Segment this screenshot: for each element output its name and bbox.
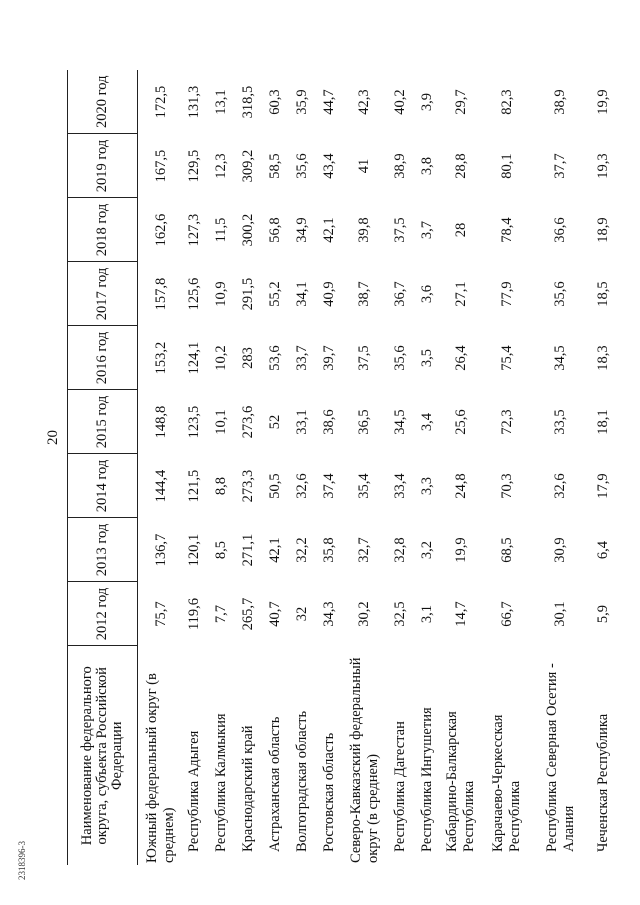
table-cell: 52 (266, 414, 283, 430)
table-cell: 34,1 (293, 281, 310, 307)
table-cell: 35,6 (391, 345, 408, 371)
header-row (68, 70, 138, 865)
table-row (343, 70, 387, 865)
table-row (387, 70, 414, 865)
table-cell: 273,6 (239, 405, 256, 439)
table-cell: 40,9 (320, 281, 337, 307)
table-cell: 11,5 (212, 217, 229, 243)
table-row (533, 70, 589, 865)
table-cell: 8,8 (212, 476, 229, 496)
table-cell: 32,2 (293, 537, 310, 563)
table-cell: 30,2 (356, 601, 372, 627)
table-cell: 18,9 (595, 217, 611, 243)
table-cell: 3,9 (418, 92, 435, 112)
table-cell: 18,5 (595, 281, 611, 307)
table-cell: 144,4 (152, 469, 169, 503)
table-cell: 55,2 (266, 281, 283, 307)
table-row (441, 70, 482, 865)
table-row (138, 70, 181, 865)
table-cell: 33,5 (552, 409, 568, 435)
table-cell: 162,6 (152, 213, 169, 247)
table-row (289, 70, 316, 865)
table-cell: 70,3 (498, 473, 515, 499)
table-cell: 35,9 (293, 89, 310, 115)
table-cell: 32,6 (552, 473, 568, 499)
table-cell: 25,6 (452, 409, 469, 435)
table-cell: 265,7 (239, 597, 256, 631)
table-cell: 34,5 (552, 345, 568, 371)
region-name: Республика Дагестан (391, 721, 408, 852)
table-cell: 119,6 (185, 597, 202, 631)
table-row (235, 70, 262, 865)
table-cell: 300,2 (239, 213, 256, 247)
table-cell: 127,3 (185, 213, 202, 247)
region-name: Карачаево-Черкесская Республика (490, 714, 523, 852)
table-cell: 44,7 (320, 89, 337, 115)
table-cell: 38,9 (391, 153, 408, 179)
table-cell: 32,7 (356, 537, 372, 563)
region-name: Кабардино-Балкарская Республика (444, 711, 477, 852)
table-cell: 35,6 (552, 281, 568, 307)
table-cell: 35,8 (320, 537, 337, 563)
table-cell: 37,4 (320, 473, 337, 499)
region-name: Республика Адыгея (185, 730, 202, 852)
table-cell: 77,9 (498, 281, 515, 307)
table-cell: 12,3 (212, 153, 229, 179)
table-cell: 53,6 (266, 345, 283, 371)
table-cell: 291,5 (239, 277, 256, 311)
region-name: Краснодарский край (239, 725, 256, 852)
table-cell: 68,5 (498, 537, 515, 563)
table-cell: 124,1 (185, 341, 202, 375)
table-cell: 32,6 (293, 473, 310, 499)
table-cell: 43,4 (320, 153, 337, 179)
table-cell: 42,1 (320, 217, 337, 243)
table-cell: 10,1 (212, 409, 229, 435)
table-cell: 3,1 (418, 604, 435, 624)
table-cell: 42,1 (266, 537, 283, 563)
table-cell: 129,5 (185, 149, 202, 183)
header-region: Наименование федерального округа, субъекта Российской Федерации (79, 666, 125, 846)
table-cell: 50,5 (266, 473, 283, 499)
table-cell: 33,4 (391, 473, 408, 499)
table-cell: 3,6 (418, 284, 435, 304)
region-name: Республика Северная Осетия - Алания (543, 663, 577, 852)
table-cell: 38,7 (356, 281, 372, 307)
table-cell: 40,7 (266, 601, 283, 627)
table-cell: 121,5 (185, 469, 202, 503)
table-cell: 3,2 (418, 540, 435, 560)
table-cell: 131,3 (185, 85, 202, 119)
table-cell: 18,3 (595, 345, 611, 371)
table-cell: 273,3 (239, 469, 256, 503)
table-row (208, 70, 235, 865)
region-name: Республика Ингушетия (418, 707, 435, 852)
table-cell: 28,8 (452, 153, 469, 179)
table-cell: 56,8 (266, 217, 283, 243)
table-cell: 13,1 (212, 89, 229, 115)
table-cell: 72,3 (498, 409, 515, 435)
region-name: Северо-Кавказский федеральный округ (в среднем) (347, 657, 381, 863)
table-cell: 39,8 (356, 217, 372, 243)
region-name: Волгоградская область (293, 710, 310, 852)
table-cell: 36,5 (356, 409, 372, 435)
table-cell: 14,7 (452, 601, 469, 627)
table-cell: 38,9 (552, 89, 568, 115)
table-cell: 148,8 (152, 405, 169, 439)
table-cell: 24,8 (452, 473, 469, 499)
table-cell: 66,7 (498, 601, 515, 627)
table-cell: 32,8 (391, 537, 408, 563)
header-year: 2012 год (68, 582, 138, 646)
table-cell: 30,9 (552, 537, 568, 563)
table-cell: 19,9 (595, 89, 611, 115)
table-cell: 41 (356, 158, 372, 174)
table-cell: 8,5 (212, 540, 229, 560)
table-cell: 28 (452, 222, 469, 238)
table-cell: 37,5 (391, 217, 408, 243)
table-cell: 36,7 (391, 281, 408, 307)
table-row (589, 70, 619, 865)
table-cell: 19,3 (595, 153, 611, 179)
table-cell: 172,5 (152, 85, 169, 119)
header-year: 2015 год (68, 390, 138, 454)
table-cell: 75,4 (498, 345, 515, 371)
header-year: 2013 год (68, 518, 138, 582)
table-cell: 167,5 (152, 149, 169, 183)
table-row (414, 70, 441, 865)
table-cell: 78,4 (498, 217, 515, 243)
table-cell: 5,9 (595, 604, 611, 624)
table-cell: 35,4 (356, 473, 372, 499)
table-cell: 32,5 (391, 601, 408, 627)
region-name: Южный федеральный округ (в среднем) (144, 673, 178, 863)
table-cell: 75,7 (152, 601, 169, 627)
table-cell: 3,8 (418, 156, 435, 176)
table-cell: 39,7 (320, 345, 337, 371)
region-name: Чеченская Республика (595, 713, 611, 852)
table-cell: 27,1 (452, 281, 469, 307)
header-year: 2016 год (68, 326, 138, 390)
header-year: 2014 год (68, 454, 138, 518)
table-cell: 3,5 (418, 348, 435, 368)
table-cell: 18,1 (595, 409, 611, 435)
table-cell: 120,1 (185, 533, 202, 567)
table-cell: 38,6 (320, 409, 337, 435)
table-cell: 37,5 (356, 345, 372, 371)
table-cell: 6,4 (595, 540, 611, 560)
table-container (67, 70, 611, 865)
table-row (181, 70, 208, 865)
table-cell: 33,1 (293, 409, 310, 435)
table-cell: 40,2 (391, 89, 408, 115)
document-code: 2318396-3 (17, 841, 27, 880)
table-cell: 26,4 (452, 345, 469, 371)
table-cell: 3,4 (418, 412, 435, 432)
region-name: Республика Калмыкия (212, 713, 229, 852)
table-cell: 318,5 (239, 85, 256, 119)
table-cell: 80,1 (498, 153, 515, 179)
header-year: 2018 год (68, 198, 138, 262)
table-cell: 136,7 (152, 533, 169, 567)
table-cell: 153,2 (152, 341, 169, 375)
region-name: Астраханская область (266, 716, 283, 852)
table-cell: 271,1 (239, 533, 256, 567)
table-cell: 42,3 (356, 89, 372, 115)
table-cell: 34,3 (320, 601, 337, 627)
table-cell: 3,7 (418, 220, 435, 240)
table-cell: 30,1 (552, 601, 568, 627)
table-cell: 123,5 (185, 405, 202, 439)
table-row (482, 70, 533, 865)
table-cell: 10,2 (212, 345, 229, 371)
header-year: 2019 год (68, 134, 138, 198)
table-cell: 34,9 (293, 217, 310, 243)
header-year: 2017 год (68, 262, 138, 326)
table-cell: 60,3 (266, 89, 283, 115)
table-cell: 19,9 (452, 537, 469, 563)
table-cell: 82,3 (498, 89, 515, 115)
table-cell: 3,3 (418, 476, 435, 496)
table-cell: 36,6 (552, 217, 568, 243)
table-cell: 17,9 (595, 473, 611, 499)
table-cell: 7,7 (212, 604, 229, 624)
table-cell: 37,7 (552, 153, 568, 179)
statistics-table (67, 70, 619, 865)
table-cell: 157,8 (152, 277, 169, 311)
header-year: 2020 год (68, 70, 138, 134)
table-cell: 309,2 (239, 149, 256, 183)
page-number: 20 (45, 430, 61, 445)
table-row (316, 70, 343, 865)
table-row (262, 70, 289, 865)
table-cell: 125,6 (185, 277, 202, 311)
table-cell: 283 (239, 347, 256, 369)
table-cell: 35,6 (293, 153, 310, 179)
table-cell: 33,7 (293, 345, 310, 371)
table-cell: 58,5 (266, 153, 283, 179)
table-cell: 10,9 (212, 281, 229, 307)
region-name: Ростовская область (320, 732, 337, 852)
table-cell: 29,7 (452, 89, 469, 115)
table-cell: 32 (293, 606, 310, 622)
table-cell: 34,5 (391, 409, 408, 435)
